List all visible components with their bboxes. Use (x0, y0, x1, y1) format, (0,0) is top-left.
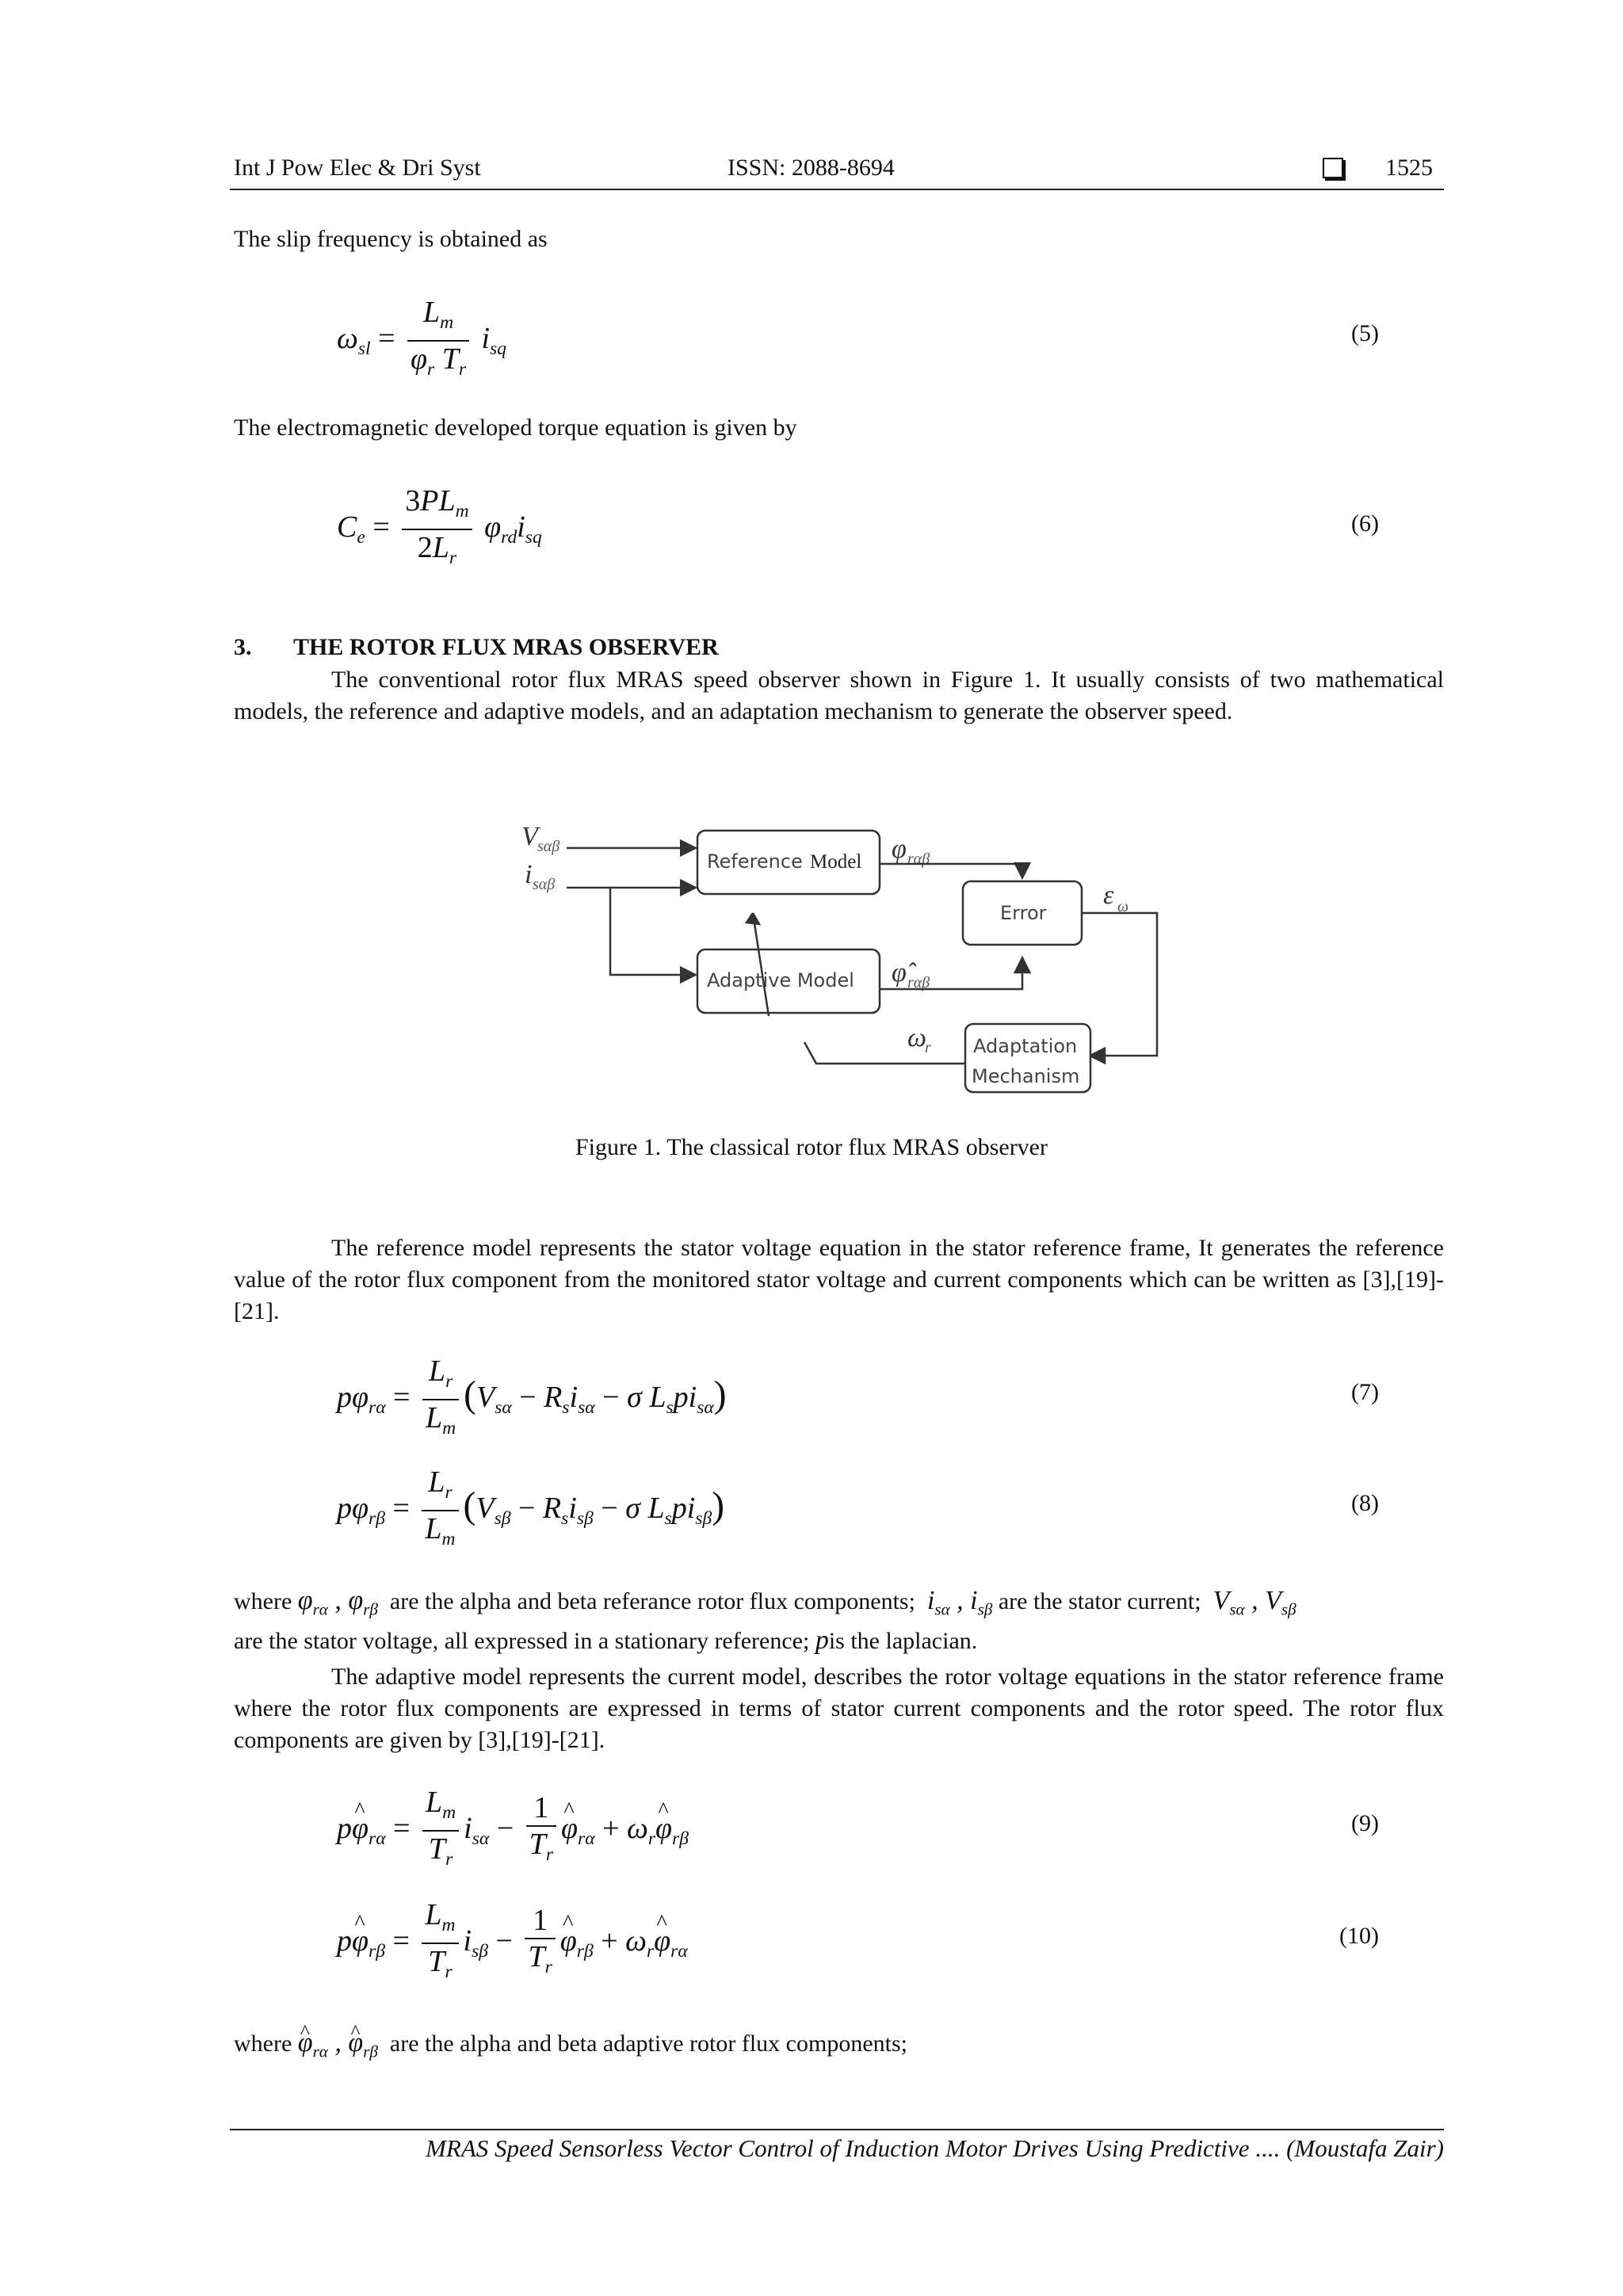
phi-ref-sub: rαβ (907, 850, 930, 868)
adaptive-feedback-arrowhead (747, 913, 759, 924)
where1-a: where (234, 1588, 292, 1614)
where2-b: are the alpha and beta adaptive rotor flux components; (389, 2030, 907, 2057)
footer-text: MRAS Speed Sensorless Vector Control of Induction Motor Drives Using Predictive .... (Moustafa Zair) (426, 2134, 1444, 2162)
omega-sub: r (925, 1039, 931, 1056)
equation-number-7: (7) (1351, 1379, 1379, 1405)
equation-7: $p\varphi_{r\alpha}$ = $\frac{L_r}{L_m}$ ($V_{s\alpha} - R_si_{s\alpha} - \sigma$ $L_spi_{s\alpha}$) (337, 1354, 727, 1439)
adaptation-label-b: Mechanism (972, 1065, 1080, 1087)
input-v-label: V (521, 822, 538, 851)
reference-model-label-a: Reference (707, 850, 803, 873)
reference-model-paragraph: The reference model represents the stator voltage equation in the stator reference frame, It generates the reference value of the rotor flux component from the monitored stator voltage and current components which can be written as [3],[19]-[21]. (234, 1235, 1444, 1324)
equation-number-9: (9) (1351, 1810, 1379, 1836)
equation-10: p^ $\varphi_{r\beta}$ = $\frac{L_m}{T_r}$ $i_{s\beta}$ − $\frac{1}{T_r}$ ^ $\varphi_{r\beta}$ + $\omega_r\^{}$ $\varphi_{r\alpha}$ (337, 1897, 688, 1989)
i-symbols: $i_{s\alpha}$ , $i_{s\beta}$ (926, 1586, 993, 1619)
observer-paragraph: The conventional rotor flux MRAS speed observer shown in Figure 1. It usually consists of two mathematical models, the reference and adaptive models, and an adaptation mechanism to generate the observer speed. (234, 667, 1444, 724)
where-line-1b (234, 1625, 977, 1657)
equation-number-8: (8) (1351, 1490, 1379, 1516)
page-number: 1525 (1385, 155, 1433, 181)
equation-8: $p\varphi_{r\beta}$ = $\frac{L_r}{L_m}$ ($V_{s\beta} - R_si_{s\beta} - \sigma$ $L_spi_{s\beta}$) (337, 1465, 725, 1550)
phi-hat-symbols: ^ $\varphi_{r\alpha}$ , ^ $\varphi_{r\beta}$ (298, 2028, 378, 2057)
phi-symbols: $\varphi_{r\alpha}$ , $\varphi_{r\beta}$ (297, 1586, 378, 1619)
input-v-sub: sαβ (537, 838, 560, 855)
equation-number-10: (10) (1339, 1923, 1379, 1949)
v-symbols: $V_{s\alpha}$ , $V_{s\beta}$ (1212, 1586, 1296, 1619)
omega-label: ω (907, 1023, 927, 1052)
where1-b: are the alpha and beta referance rotor flux components; (389, 1588, 915, 1614)
reference-to-error-arrow (880, 864, 1022, 878)
section-number: 3. (234, 634, 252, 660)
slip-text: The slip frequency is obtained as (234, 226, 548, 252)
equation-number-5: (5) (1351, 320, 1379, 346)
p-symbol: p (815, 1626, 829, 1655)
equation-6: $C_e$ = $\frac{3PL_m}{2L_r}$ $\varphi_{rd}i_{sq}$ (337, 484, 542, 569)
where1-e: is the laplacian. (828, 1628, 978, 1654)
where-line-1 (234, 1585, 1296, 1625)
adaptive-model-label: Adaptive Model (707, 969, 854, 991)
torque-text: The electromagnetic developed torque equation is given by (234, 415, 797, 441)
where1-d: are the stator voltage, all expressed in a stationary reference; (234, 1628, 810, 1654)
section-title: THE ROTOR FLUX MRAS OBSERVER (293, 634, 719, 660)
phi-ref-label: φ (892, 835, 907, 864)
adaptation-label-a: Adaptation (973, 1035, 1078, 1057)
epsilon-label: ε (1103, 881, 1114, 910)
error-to-adaptation-arrow (1082, 913, 1157, 1056)
equation-9: p^ $\varphi_{r\alpha}$ = $\frac{L_m}{T_r}$ $i_{s\alpha}$ − $\frac{1}{T_r}$ ^ $\varphi_{r\alpha}$ + $\omega_r\^{}$ $\varphi_{r\beta}$ (337, 1785, 689, 1877)
i-to-adaptive-arrow (610, 888, 696, 975)
mras-block-diagram (507, 816, 1165, 1110)
error-label: Error (1000, 902, 1047, 924)
footer-rule (230, 2129, 1444, 2130)
where1-c: are the stator current; (998, 1588, 1201, 1614)
figure-caption: Figure 1. The classical rotor flux MRAS observer (575, 1134, 1048, 1160)
input-i-label: i (525, 860, 533, 889)
epsilon-sub: ω (1117, 898, 1129, 915)
phi-hat-label: φ̂ (892, 958, 907, 988)
where2-a: where (234, 2030, 292, 2057)
checkbox-icon (1323, 158, 1343, 178)
input-i-sub: sαβ (533, 876, 556, 893)
adaptive-model-paragraph: The adaptive model represents the current model, describes the rotor voltage equations in the stator reference frame where the rotor flux components are expressed in terms of stator current components and the rotor speed. The rotor flux components are given by [3],[19]-[21]. (234, 1664, 1444, 1753)
omega-feedback-line (804, 1042, 965, 1064)
equation-number-6: (6) (1351, 510, 1379, 537)
reference-model-label-b: Model (810, 851, 862, 873)
issn: ISSN: 2088-8694 (727, 155, 895, 181)
header-rule (230, 189, 1444, 190)
phi-hat-sub: rαβ (907, 974, 930, 991)
where-line-2 (234, 2027, 907, 2067)
equation-5: $\omega_{sl}$ = $\frac{L_m}{\varphi_r T_r}$ $i_{sq}$ (337, 296, 507, 380)
journal-title: Int J Pow Elec & Dri Syst (234, 155, 481, 181)
